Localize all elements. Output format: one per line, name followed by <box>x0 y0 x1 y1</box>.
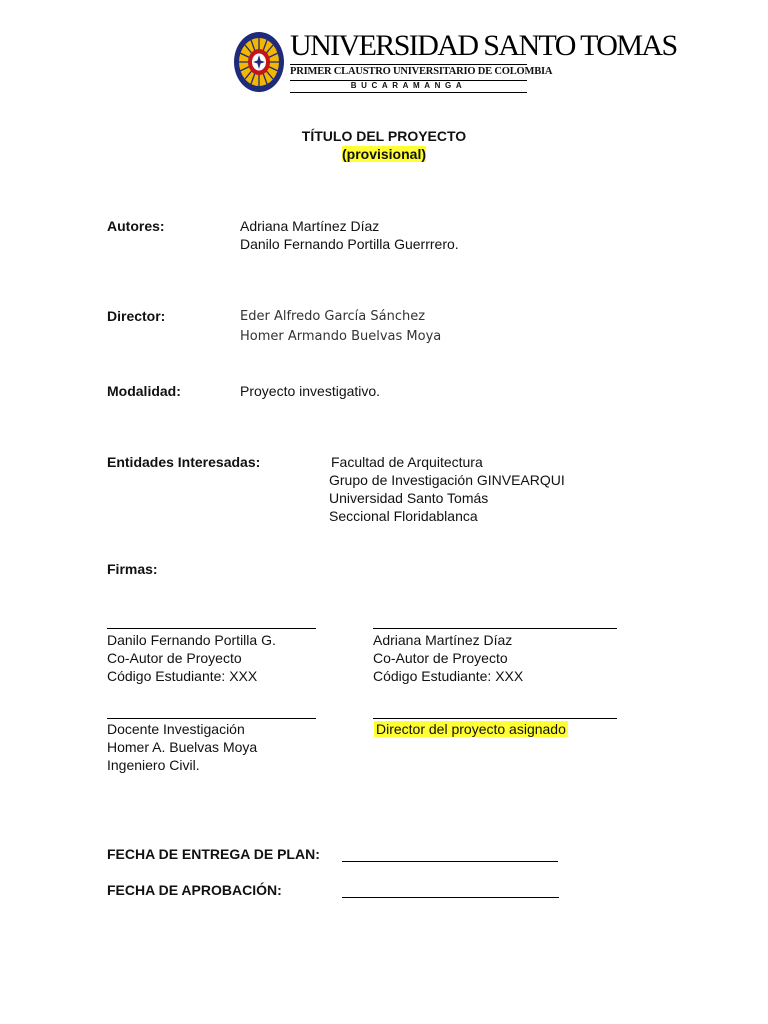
entidad-item: Seccional Floridablanca <box>329 508 478 524</box>
signature-line <box>373 628 617 629</box>
signature-text-highlighted: Director del proyecto asignado <box>376 721 566 737</box>
director-label: Director: <box>107 308 166 324</box>
signature-text: Adriana Martínez Díaz <box>373 632 513 648</box>
logo-rule <box>290 64 527 65</box>
autor-name: Adriana Martínez Díaz <box>240 218 380 234</box>
director-name: Homer Armando Buelvas Moya <box>240 329 442 344</box>
entidad-item: Universidad Santo Tomás <box>329 490 489 506</box>
signature-line <box>107 628 316 629</box>
autores-values <box>240 217 459 253</box>
signature-text: Código Estudiante: XXX <box>373 668 524 684</box>
signature-text: Docente Investigación <box>107 721 245 737</box>
director-values <box>240 307 441 347</box>
signature-text: Danilo Fernando Portilla G. <box>107 632 276 648</box>
signature-text: Código Estudiante: XXX <box>107 668 258 684</box>
signature-block <box>107 720 257 774</box>
signature-block <box>107 631 276 685</box>
university-seal-icon <box>233 31 285 93</box>
signature-line <box>373 718 617 719</box>
signature-text: Ingeniero Civil. <box>107 757 200 773</box>
logo-rule <box>290 92 527 93</box>
entidad-item: Facultad de Arquitectura <box>331 454 483 470</box>
university-subtitle: PRIMER CLAUSTRO UNIVERSITARIO DE COLOMBIA <box>290 66 553 77</box>
signature-block <box>373 631 523 685</box>
signature-line <box>107 718 316 719</box>
fecha-aprobacion-label: FECHA DE APROBACIÓN: <box>107 882 282 898</box>
signature-block <box>374 720 568 738</box>
document-title-block <box>0 127 768 163</box>
entidades-values <box>329 453 565 525</box>
director-name: Eder Alfredo García Sánchez <box>240 309 426 324</box>
university-city: BUCARAMANGA <box>350 81 467 90</box>
entidad-item: Grupo de Investigación GINVEARQUI <box>329 472 565 488</box>
title-note: (provisional) <box>341 146 426 162</box>
university-name: UNIVERSIDAD SANTO TOMAS <box>290 29 677 62</box>
entidades-label: Entidades Interesadas: <box>107 454 261 470</box>
modalidad-value: Proyecto investigativo. <box>240 383 381 399</box>
signature-text: Co-Autor de Proyecto <box>373 650 508 666</box>
signature-text: Co-Autor de Proyecto <box>107 650 242 666</box>
fecha-entrega-line <box>342 861 558 862</box>
signature-text: Homer A. Buelvas Moya <box>107 739 258 755</box>
autor-name: Danilo Fernando Portilla Guerrrero. <box>240 236 459 252</box>
modalidad-label: Modalidad: <box>107 383 181 399</box>
fecha-entrega-label: FECHA DE ENTREGA DE PLAN: <box>107 846 320 862</box>
autores-label: Autores: <box>107 218 165 234</box>
document-title: TÍTULO DEL PROYECTO <box>301 128 467 144</box>
fecha-aprobacion-line <box>342 897 559 898</box>
firmas-label: Firmas: <box>107 561 158 577</box>
